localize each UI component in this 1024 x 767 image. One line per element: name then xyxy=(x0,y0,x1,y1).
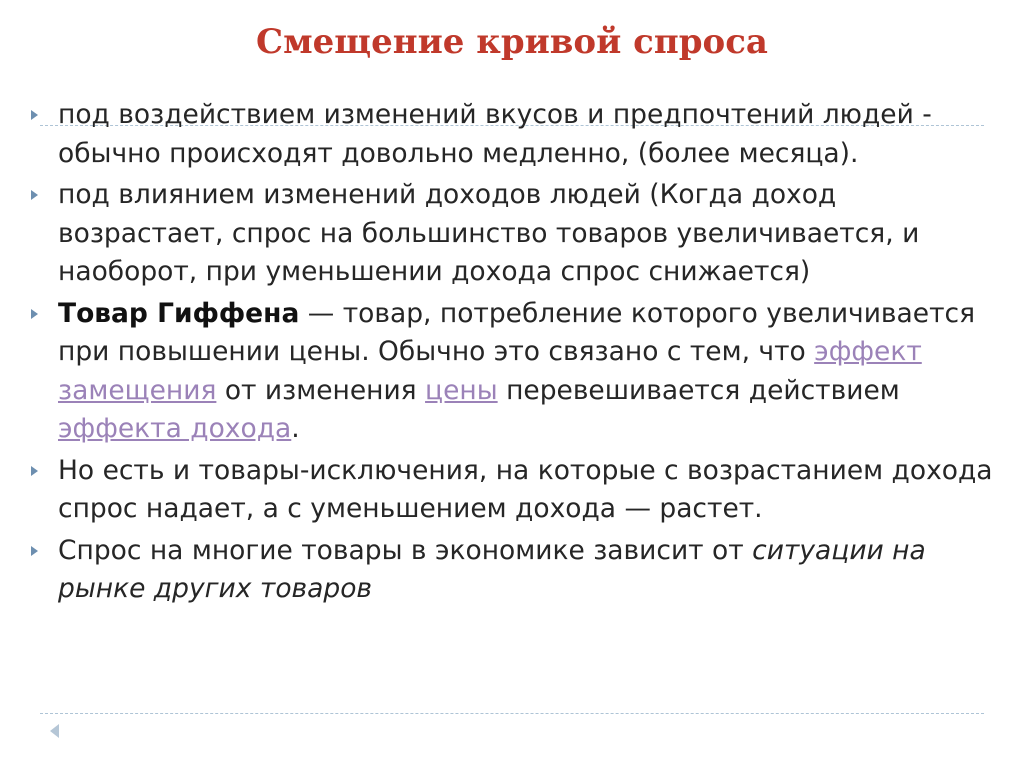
price-link[interactable]: цены xyxy=(425,374,498,406)
bullet-text: Но есть и товары-исключения, на которые с возрастанием дохода спрос надает, а с уменьшением дохода — растет. xyxy=(58,454,993,524)
prev-slide-icon[interactable] xyxy=(50,724,59,738)
bullet-arrow-icon xyxy=(31,110,38,120)
bullet-list xyxy=(0,96,1024,612)
bullet-text: перевешивается действием xyxy=(497,374,900,406)
bullet-arrow-icon xyxy=(31,190,38,200)
bottom-divider xyxy=(40,713,984,714)
bullet-arrow-icon xyxy=(31,466,38,476)
bullet-text: под влиянием изменений доходов людей (Когда доход возрастает, спрос на большинство товаров увеличивается, и наоборот, при уменьшении дохода спрос снижается) xyxy=(58,179,920,287)
income-effect-link[interactable]: эффекта дохода xyxy=(58,413,292,444)
bullet-item-2 xyxy=(0,176,1024,292)
bullet-arrow-icon xyxy=(31,546,38,556)
bullet-item-3 xyxy=(0,295,1024,449)
giffen-term: Товар Гиффена xyxy=(58,297,300,329)
bullet-text: от изменения xyxy=(216,374,426,406)
bullet-arrow-icon xyxy=(31,309,38,319)
bullet-item-5 xyxy=(0,532,1024,609)
bullet-text: . xyxy=(291,413,300,444)
substitution-effect-link[interactable]: эффект замещения xyxy=(58,336,922,406)
bullet-text: под воздействием изменений вкусов и предпочтений людей - обычно происходят довольно медленно, (более месяца). xyxy=(58,99,932,169)
bullet-text: Спрос на многие товары в экономике зависит от xyxy=(58,534,753,566)
italic-phrase: ситуации на рынке других товаров xyxy=(58,534,926,604)
bullet-item-4 xyxy=(0,452,1024,529)
bullet-item-1 xyxy=(0,96,1024,173)
slide-title: Смещение кривой спроса xyxy=(256,22,768,62)
bullet-text: — товар, потребление которого увеличивается при повышении цены. Обычно это связано с тем, что xyxy=(58,297,976,367)
